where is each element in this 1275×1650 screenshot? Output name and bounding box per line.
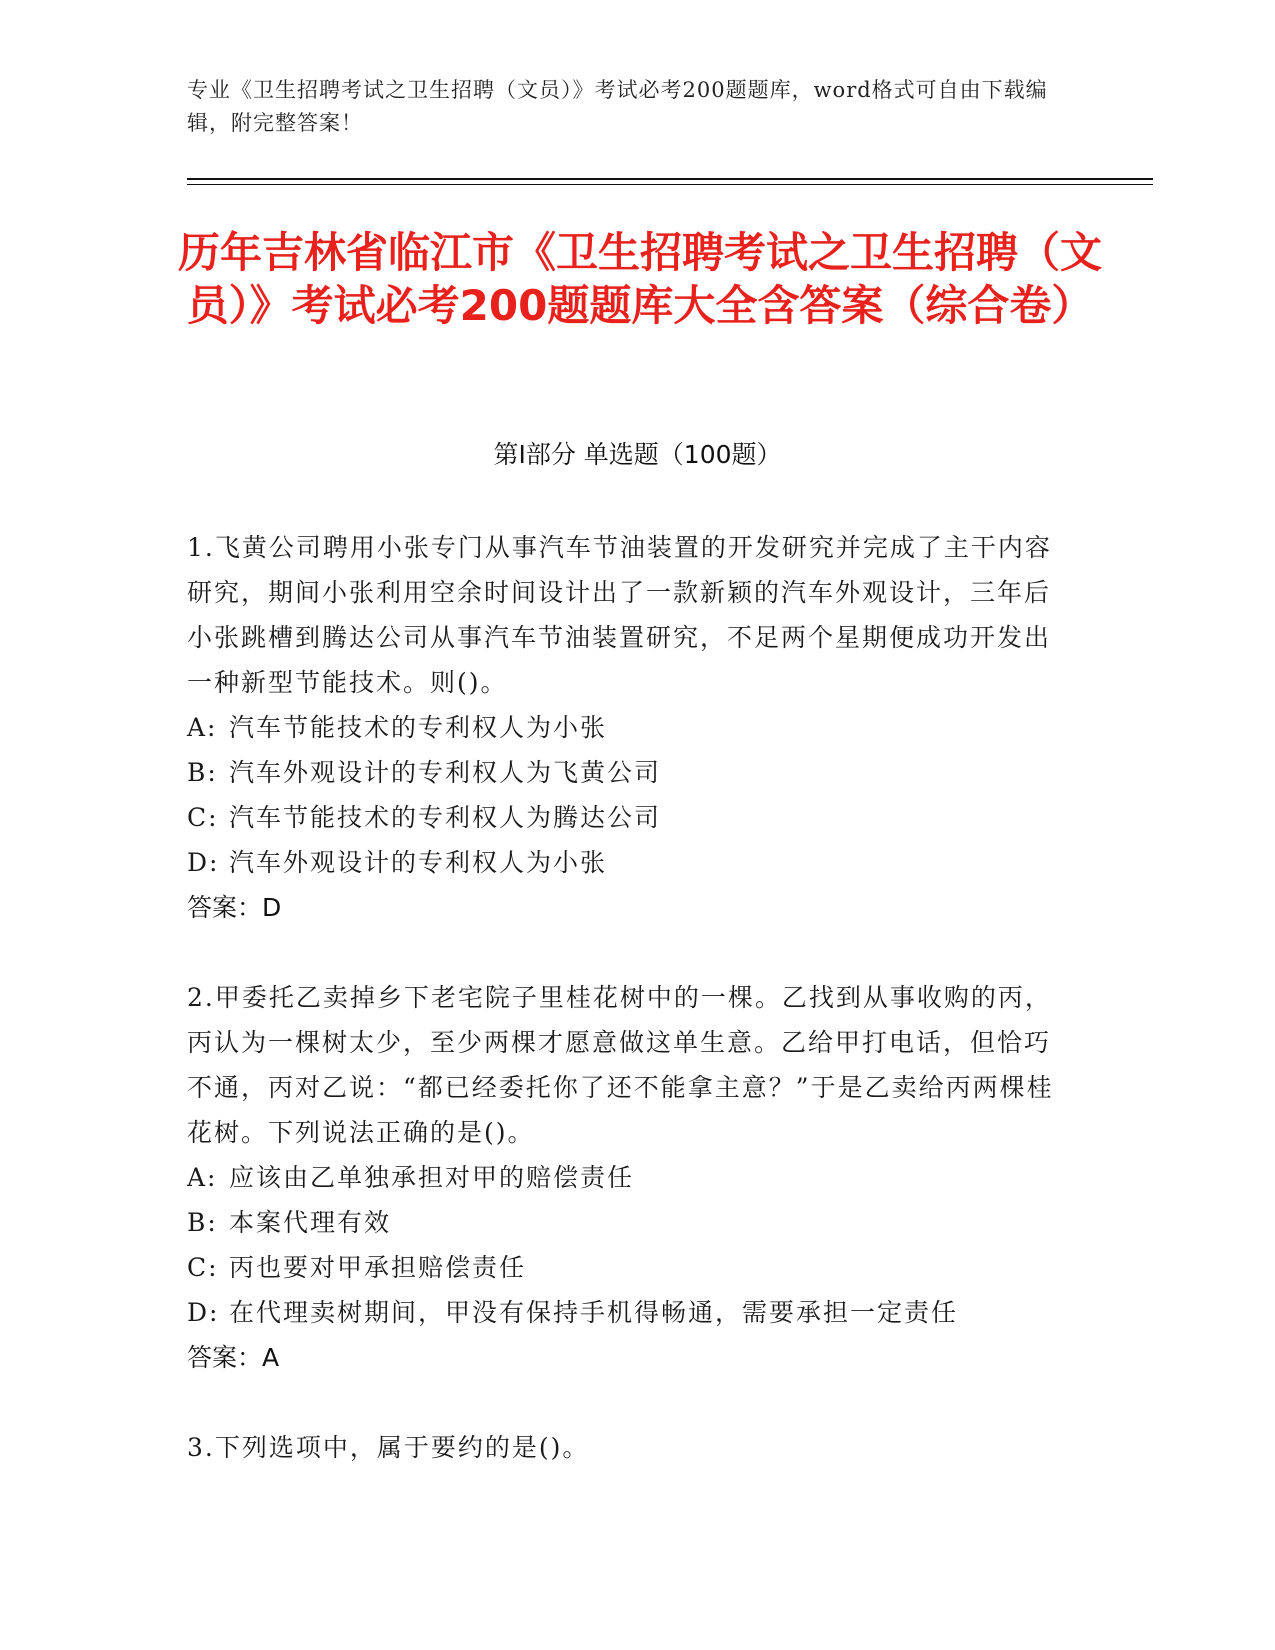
option-text: 汽车外观设计的专利权人为飞黄公司 (229, 758, 662, 787)
option-a (187, 705, 1067, 750)
option-key: A: (187, 1163, 218, 1192)
option-key: A: (187, 713, 218, 742)
option-b (187, 750, 1067, 795)
header-rule-thick (187, 178, 1153, 180)
option-b (187, 1200, 1067, 1245)
question-1 (187, 525, 1067, 930)
option-text: 汽车节能技术的专利权人为腾达公司 (229, 803, 662, 832)
option-text: 本案代理有效 (229, 1208, 392, 1237)
option-text: 丙也要对甲承担赔偿责任 (229, 1253, 527, 1282)
option-a (187, 1155, 1067, 1200)
header-rule-thin (187, 184, 1153, 185)
question-2 (187, 975, 1067, 1380)
question-stem: 3.下列选项中，属于要约的是()。 (187, 1433, 590, 1462)
option-key: C: (187, 803, 219, 832)
answer-line: 答案：D (187, 893, 282, 922)
option-c (187, 1245, 1067, 1290)
answer-line: 答案：A (187, 1343, 280, 1372)
header-note: 专业《卫生招聘考试之卫生招聘（文员）》考试必考200题题库，word格式可自由下载编辑，附完整答案！ (187, 78, 1048, 135)
option-text: 应该由乙单独承担对甲的赔偿责任 (229, 1163, 635, 1192)
option-key: C: (187, 1253, 219, 1282)
option-text: 汽车外观设计的专利权人为小张 (229, 848, 608, 877)
section-heading: 第Ⅰ部分 单选题（100题） (493, 440, 782, 469)
option-key: B: (187, 1208, 218, 1237)
option-key: D: (187, 848, 220, 877)
question-stem: 1.飞黄公司聘用小张专门从事汽车节油装置的开发研究并完成了主干内容研究，期间小张利用空余时间设计出了一款新颖的汽车外观设计，三年后小张跳槽到腾达公司从事汽车节油装置研究，不足两个星期便成功开发出一种新型节能技术。则()。 (187, 533, 1052, 697)
document-title: 历年吉林省临江市《卫生招聘考试之卫生招聘（文员）》考试必考200题题库大全含答案（综合卷） (177, 228, 1102, 330)
option-c (187, 795, 1067, 840)
question-list (187, 525, 1067, 1515)
option-text: 汽车节能技术的专利权人为小张 (229, 713, 608, 742)
option-d (187, 1290, 1067, 1335)
option-text: 在代理卖树期间，甲没有保持手机得畅通，需要承担一定责任 (229, 1298, 959, 1327)
question-stem: 2.甲委托乙卖掉乡下老宅院子里桂花树中的一棵。乙找到从事收购的丙，丙认为一棵树太少，至少两棵才愿意做这单生意。乙给甲打电话，但恰巧不通，丙对乙说：“都已经委托你了还不能拿主意？”于是乙卖给丙两棵桂花树。下列说法正确的是()。 (187, 983, 1054, 1147)
question-3 (187, 1425, 1067, 1470)
option-key: B: (187, 758, 218, 787)
option-d (187, 840, 1067, 885)
option-key: D: (187, 1298, 220, 1327)
